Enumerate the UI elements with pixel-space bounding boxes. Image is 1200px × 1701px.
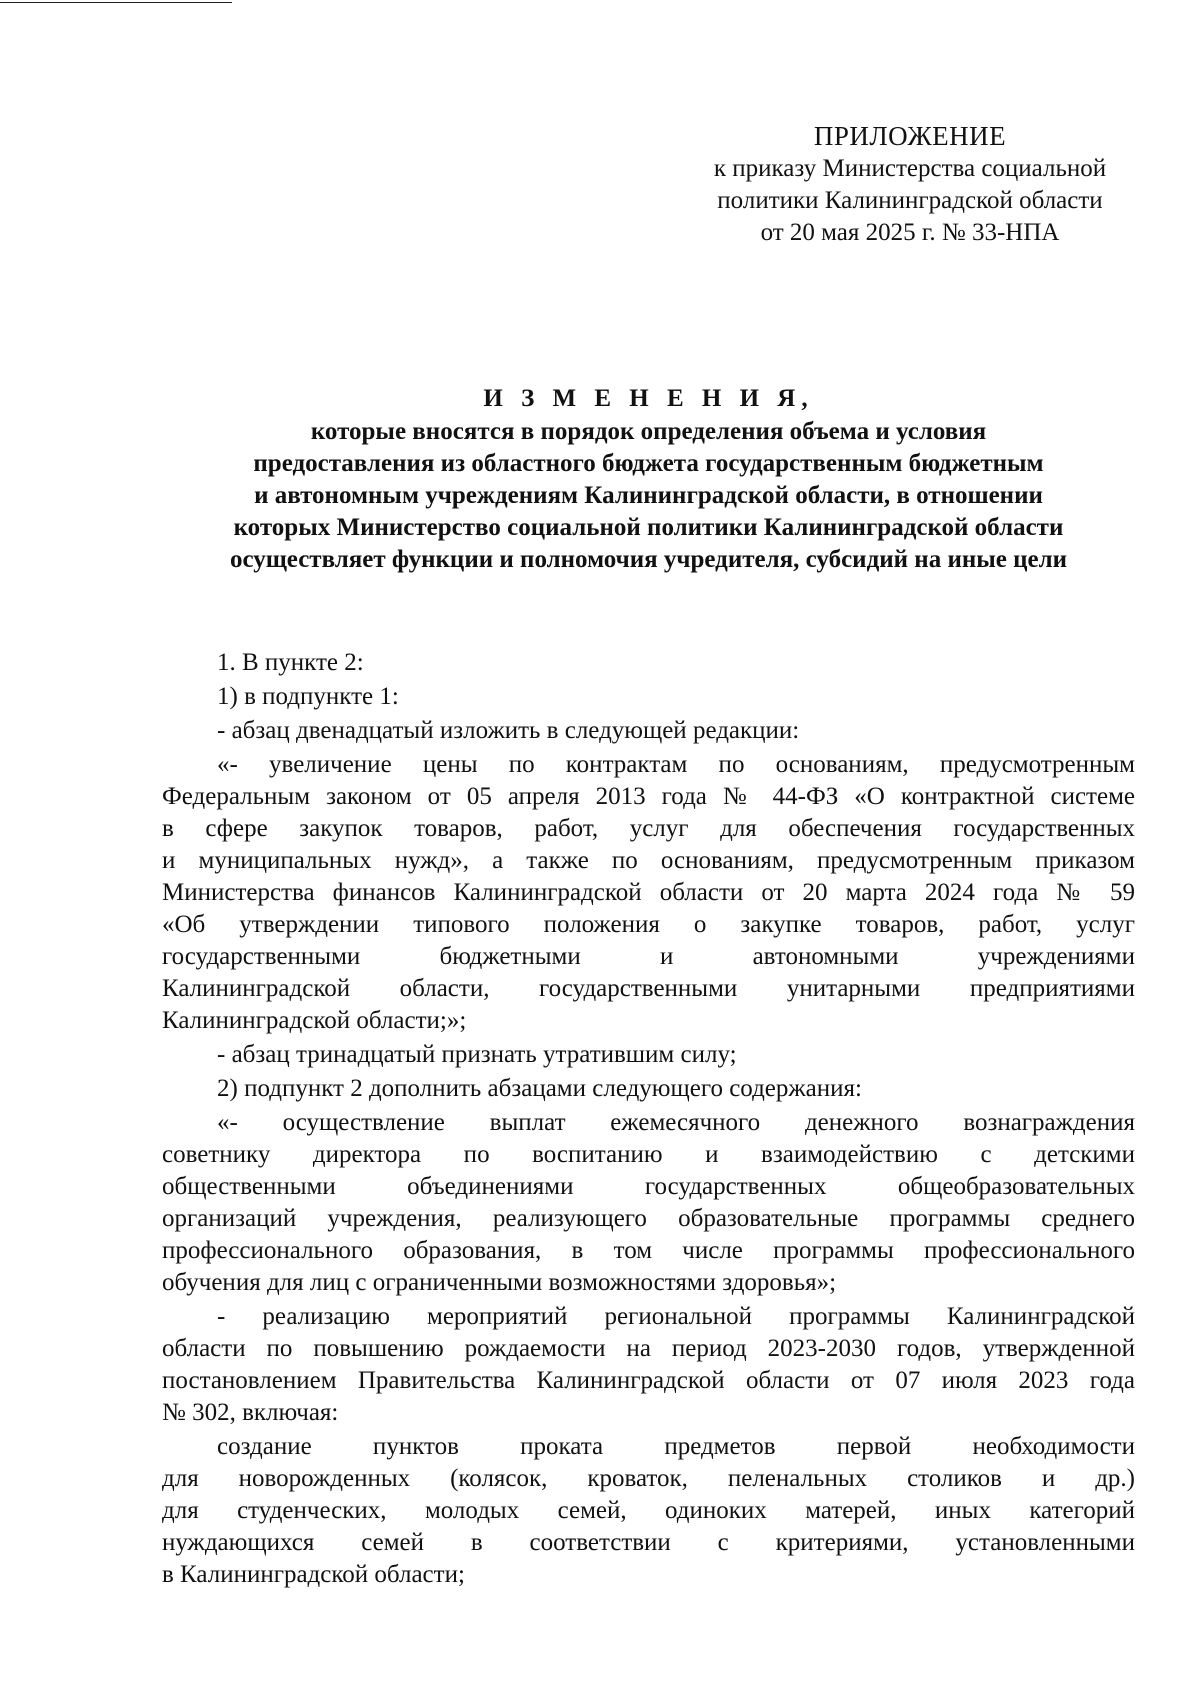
paragraph-rental-points — [162, 1431, 1135, 1591]
text-line: профессионального образования, в том числе программы профессионального — [162, 1237, 1135, 1264]
text-line: № 302, включая: — [162, 1399, 339, 1426]
paragraph-item-1: 1. В пункте 2: — [217, 649, 364, 676]
text-line: для новорожденных (колясок, кроваток, пеленальных столиков и др.) — [162, 1465, 1135, 1492]
paragraph-subitem-2: 2) подпункт 2 дополнить абзацами следующего содержания: — [217, 1075, 862, 1102]
paragraph-program — [162, 1301, 1135, 1429]
text-line: Федеральным законом от 05 апреля 2013 года № 44-ФЗ «О контрактной системе — [162, 783, 1135, 810]
text-line: «- осуществление выплат ежемесячного денежного вознаграждения — [217, 1109, 1135, 1136]
text-line: создание пунктов проката предметов первой необходимости — [217, 1433, 1135, 1460]
title-line: которых Министерство социальной политики Калининградской области — [233, 514, 1064, 541]
text-line: области по повышению рождаемости на период 2023-2030 годов, утвержденной — [162, 1335, 1135, 1362]
text-line: в Калининградской области; — [162, 1561, 465, 1588]
text-line: государственными бюджетными и автономными учреждениями — [162, 943, 1135, 970]
paragraph-new-wording — [162, 749, 1135, 1037]
text-line: для студенческих, молодых семей, одиноких матерей, иных категорий — [162, 1497, 1135, 1524]
text-line: Министерства финансов Калининградской области от 20 марта 2024 года № 59 — [162, 879, 1135, 906]
text-line: общественными объединениями государственных общеобразовательных — [162, 1173, 1135, 1200]
text-line: постановлением Правительства Калининградской области от 07 июля 2023 года — [162, 1367, 1135, 1394]
document-body — [162, 647, 1135, 1593]
text-line: «- увеличение цены по контрактам по основаниям, предусмотренным — [217, 751, 1135, 778]
appendix-title: ПРИЛОЖЕНИЕ — [813, 121, 1007, 151]
text-line: «Об утверждении типового положения о закупке товаров, работ, услуг — [162, 911, 1135, 938]
paragraph-payments — [162, 1107, 1135, 1299]
paragraph-subitem-1: 1) в подпункте 1: — [217, 683, 399, 710]
text-line: Калининградской области;»; — [162, 1007, 467, 1034]
text-line: в сфере закупок товаров, работ, услуг для обеспечения государственных — [162, 815, 1135, 842]
title-line: которые вносятся в порядок определения объема и условия — [310, 418, 987, 445]
text-line: и муниципальных нужд», а также по основаниям, предусмотренным приказом — [162, 847, 1135, 874]
appendix-line-3: от 20 мая 2025 г. № 33-НПА — [760, 219, 1060, 246]
text-line: советнику директора по воспитанию и взаимодействию с детскими — [162, 1141, 1135, 1168]
text-line: Калининградской области, государственными унитарными предприятиями — [162, 975, 1135, 1002]
title-heading: И З М Е Н Е Н И Я, — [483, 385, 814, 412]
top-rule — [0, 2, 232, 3]
text-line: нуждающихся семей в соответствии с критериями, установленными — [162, 1529, 1135, 1556]
document-title — [162, 383, 1135, 576]
text-line: обучения для лиц с ограниченными возможностями здоровья»; — [162, 1269, 837, 1296]
title-line: и автономным учреждениям Калининградской области, в отношении — [254, 482, 1043, 509]
paragraph-repeal: - абзац тринадцатый признать утратившим силу; — [217, 1041, 737, 1068]
text-line: организаций учреждения, реализующего образовательные программы среднего — [162, 1205, 1135, 1232]
title-line: предоставления из областного бюджета государственным бюджетным — [253, 450, 1044, 477]
appendix-line-2: политики Калининградской области — [717, 187, 1103, 214]
text-line: - реализацию мероприятий региональной программы Калининградской — [217, 1303, 1135, 1330]
paragraph-instruction: - абзац двенадцатый изложить в следующей редакции: — [217, 717, 800, 744]
appendix-line-1: к приказу Министерства социальной — [713, 155, 1107, 182]
appendix-header — [680, 120, 1140, 249]
title-line: осуществляет функции и полномочия учредителя, субсидий на иные цели — [229, 546, 1068, 573]
